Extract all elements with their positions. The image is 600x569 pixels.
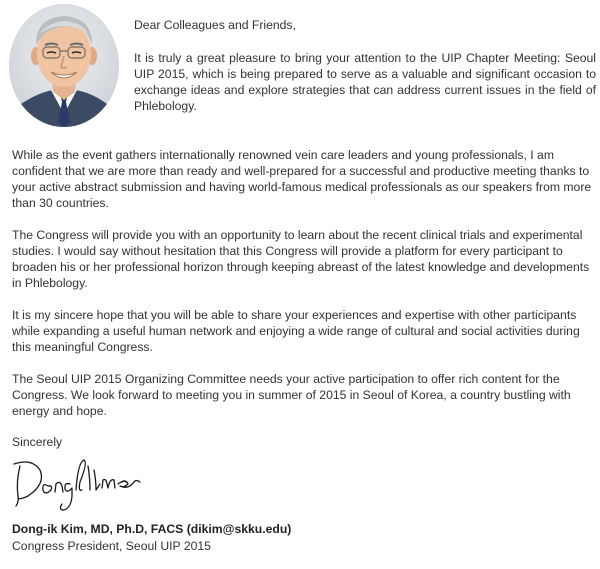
body-paragraph: The Congress will provide you with an opportunity to learn about the recent clinical trials and experimental studies. I would say without hesitation that this Congress will provide a platform for every participant to broaden his or her professional horizon through keeping abreast of the latest knowledge and developments in Phlebology. <box>12 228 590 290</box>
greeting: Dear Colleagues and Friends, <box>134 18 296 32</box>
signer-name: Dong-ik Kim, MD, Ph.D, FACS (dikim@skku.edu) <box>12 522 292 536</box>
body-paragraph: It is my sincere hope that you will be able to share your experiences and expertise with other participants while expanding a useful human network and enjoying a wide range of cultural and social activities during this meaningful Congress. <box>12 308 580 354</box>
signer-title: Congress President, Seoul UIP 2015 <box>12 539 211 553</box>
handwritten-signature <box>10 452 160 514</box>
author-portrait <box>9 4 119 127</box>
portrait-image <box>9 4 119 127</box>
letter-body <box>12 147 600 435</box>
body-paragraph: While as the event gathers internationally renowned vein care leaders and young professionals, I am confident that we are more than ready and well-prepared for a successful and productive meeting thanks to your active abstract submission and having world-famous medical professionals as our speakers from more than 30 countries. <box>12 148 592 210</box>
closing: Sincerely <box>12 435 63 449</box>
body-paragraph: The Seoul UIP 2015 Organizing Committee needs your active participation to offer rich content for the Congress. We look forward to meeting you in summer of 2015 in Seoul of Korea, a country bustling with energy and hope. <box>12 372 571 418</box>
signature-image <box>10 452 160 514</box>
intro-paragraph: It is truly a great pleasure to bring your attention to the UIP Chapter Meeting: Seoul UIP 2015, which is being prepared to serve as a valuable and significant occasion to exchange ideas and explore strategies that can address current issues in the field of Phlebology. <box>134 51 596 113</box>
